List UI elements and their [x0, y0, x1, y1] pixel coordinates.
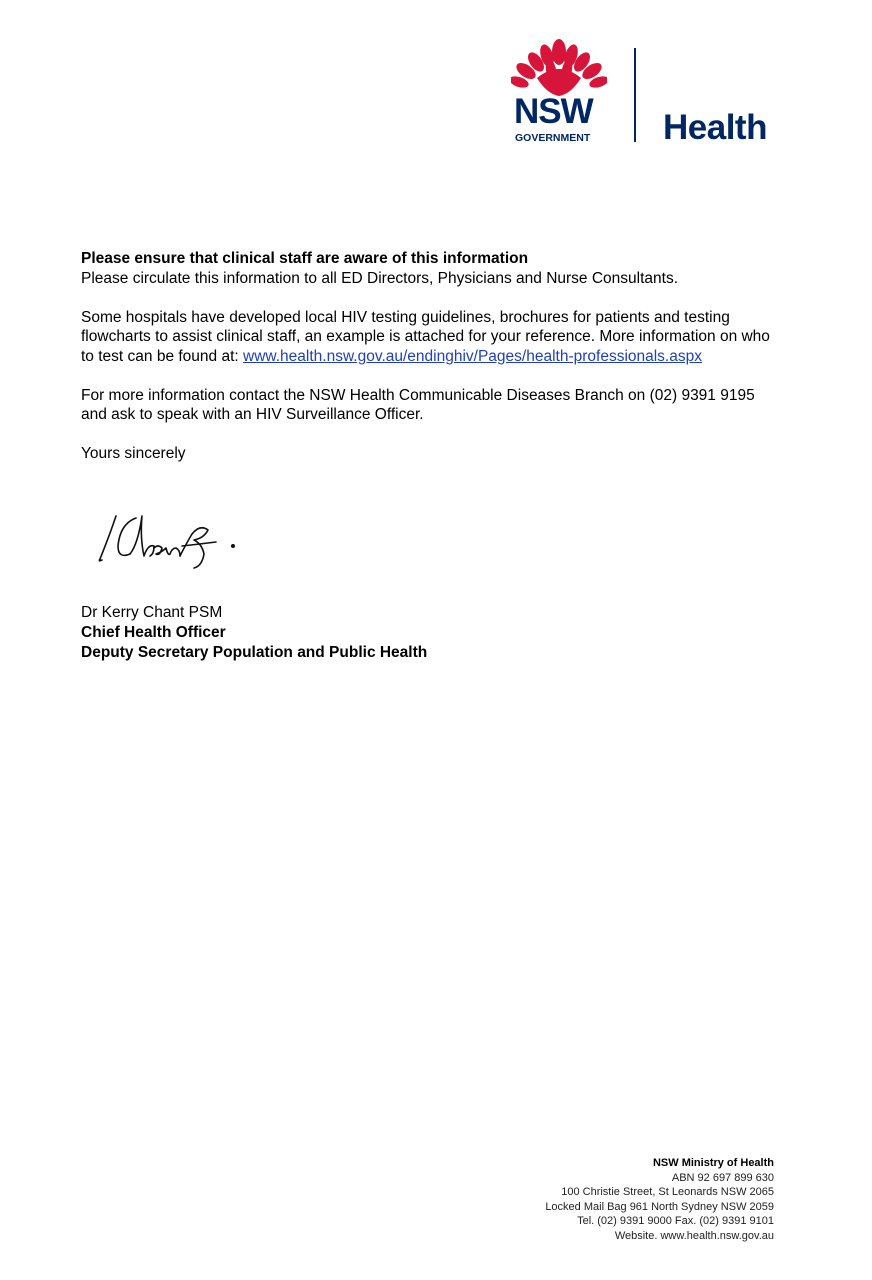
circulate-line: Please circulate this information to all ED Directors, Physicians and Nurse Consultants. [81, 269, 679, 287]
waratah-flower-icon [511, 38, 607, 98]
signoff-block [81, 603, 427, 663]
nsw-health-logo [505, 38, 785, 150]
testing-paragraph-text: Some hospitals have developed local HIV testing guidelines, brochures for patients and testing flowcharts to assist clinical staff, an example is attached for your reference. More information on who to test can be found at: [81, 308, 770, 365]
footer-abn: ABN 92 697 899 630 [671, 1171, 774, 1184]
footer-org: NSW Ministry of Health [652, 1157, 774, 1169]
footer-address-block [545, 1156, 774, 1243]
logo-nsw-text: NSW [514, 92, 593, 131]
footer-website: Website. www.health.nsw.gov.au [614, 1229, 774, 1242]
health-professionals-link[interactable]: www.health.nsw.gov.au/endinghiv/Pages/health-professionals.aspx [243, 347, 702, 365]
footer-mail: Locked Mail Bag 961 North Sydney NSW 2059 [545, 1200, 774, 1213]
signatory-title-1: Chief Health Officer [81, 624, 226, 641]
footer-address: 100 Christie Street, St Leonards NSW 2065 [561, 1186, 774, 1198]
closing-line: Yours sincerely [81, 445, 186, 462]
logo-divider [634, 48, 636, 142]
footer-phone: Tel. (02) 9391 9000 Fax. (02) 9391 9101 [577, 1215, 774, 1227]
letter-heading: Please ensure that clinical staff are aware of this information [81, 250, 529, 267]
signatory-title-2: Deputy Secretary Population and Public Health [81, 644, 428, 661]
testing-paragraph [81, 308, 781, 367]
logo-government-text: GOVERNMENT [515, 132, 591, 144]
signatory-name: Dr Kerry Chant PSM [81, 604, 223, 621]
contact-paragraph: For more information contact the NSW Health Communicable Diseases Branch on (02) 9391 9195 and ask to speak with an HIV Surveillance Officer. [81, 386, 755, 423]
signature-image [96, 504, 246, 574]
letter-body [81, 249, 781, 483]
logo-health-text: Health [663, 108, 767, 147]
